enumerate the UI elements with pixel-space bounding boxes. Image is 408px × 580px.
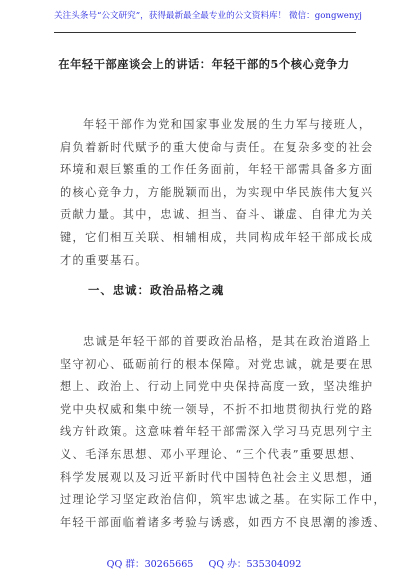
header-divider xyxy=(54,32,356,33)
paragraph-line: 键，它们相互关联、相辅相成，共同构成年轻干部成长成 xyxy=(60,230,374,244)
paragraph-line: 肩负着新时代赋予的重大使命与责任。在复杂多变的社会 xyxy=(60,140,374,154)
document-title: 在年轻干部座谈会上的讲话：年轻干部的5个核心竞争力 xyxy=(58,57,350,71)
paragraph-line: 贡献力量。其中，忠诚、担当、奋斗、谦虚、自律尤为关 xyxy=(60,208,374,222)
paragraph-line: 想上、政治上、行动上同党中央保持高度一致，坚决维护 xyxy=(60,380,374,394)
section-paragraph xyxy=(60,331,386,534)
paragraph-line: 过理论学习坚定政治信仰，筑牢忠诚之基。在实际工作中， xyxy=(60,493,386,507)
paragraph-line: 党中央权威和集中统一领导，不折不扣地贯彻执行党的路 xyxy=(60,402,374,416)
paragraph-line: 线方针政策。这意味着年轻干部需深入学习马克思列宁主 xyxy=(60,425,374,439)
paragraph-line: 坚守初心、砥砺前行的根本保障。对党忠诚，就是要在思 xyxy=(60,357,374,371)
intro-paragraph xyxy=(60,114,374,272)
paragraph-line: 义、毛泽东思想、邓小平理论、“三个代表”重要思想、 xyxy=(60,447,363,461)
paragraph-line: 年轻干部面临着诸多考验与诱惑，如西方不良思潮的渗透、 xyxy=(60,515,386,529)
header-promo-text: 关注头条号“公文研究”，获得最新最全最专业的公文资料库！ 微信：gongwenyj xyxy=(54,11,362,21)
paragraph-line: 年轻干部作为党和国家事业发展的生力军与接班人， xyxy=(83,118,372,131)
footer-qq-group: QQ 群：30265665 xyxy=(106,559,194,570)
section-heading: 一、忠诚：政治品格之魂 xyxy=(88,283,225,297)
footer-qq-office: QQ 办：535304092 xyxy=(208,559,302,570)
paragraph-line: 科学发展观以及习近平新时代中国特色社会主义思想，通 xyxy=(60,470,374,484)
paragraph-line: 忠诚是年轻干部的首要政治品格，是其在政治道路上 xyxy=(83,335,372,348)
paragraph-line: 的核心竞争力，方能脱颖而出，为实现中华民族伟大复兴 xyxy=(60,185,374,199)
paragraph-line: 环境和艰巨繁重的工作任务面前，年轻干部需具备多方面 xyxy=(60,163,374,177)
paragraph-line: 才的重要基石。 xyxy=(60,253,148,267)
footer-contact xyxy=(0,556,408,570)
